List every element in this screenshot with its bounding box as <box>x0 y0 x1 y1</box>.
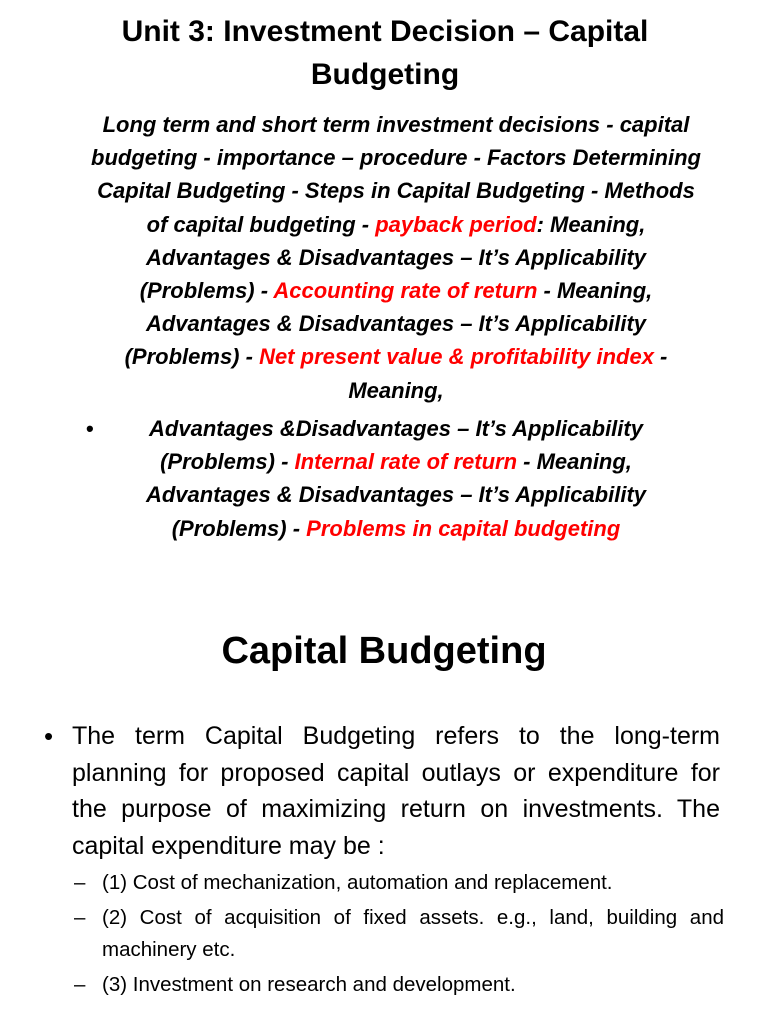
list-item-text: (1) Cost of mechanization, automation and replacement. <box>102 871 613 894</box>
syllabus-text-4: - Meaning, <box>348 344 668 403</box>
section-title: Capital Budgeting <box>221 630 547 672</box>
dash-icon: – <box>74 973 86 996</box>
syllabus-paragraph <box>86 108 706 407</box>
syllabus-text-3: - Meaning, Advantages & Disadvantages – It’s Applicability (Problems) - <box>124 278 653 370</box>
intro-text: The term Capital Budgeting refers to the long-term planning for proposed capital outlays or expenditure for the purpose of maximizing return on investments. The capital expenditure may be : <box>72 722 720 860</box>
list-item-text: (2) Cost of acquisition of fixed assets. e.g., land, building and machinery etc. <box>102 906 724 961</box>
syllabus-topic-payback: payback period <box>375 211 537 237</box>
syllabus-topic-npv: Net present value & profitability index <box>259 344 654 370</box>
list-item <box>74 969 724 1001</box>
list-item-text: (3) Investment on research and development. <box>102 973 516 996</box>
syllabus-topic-arr: Accounting rate of return <box>273 278 538 304</box>
intro-bullet <box>44 718 724 864</box>
list-item <box>74 867 724 899</box>
unit-title: Unit 3: Investment Decision – Capital Budgeting <box>121 15 649 91</box>
bullet-icon: • <box>86 416 94 441</box>
expenditure-list <box>74 867 724 1004</box>
syllabus-topic-problems: Problems in capital budgeting <box>306 515 621 541</box>
dash-icon: – <box>74 906 86 929</box>
dash-icon: – <box>74 871 86 894</box>
syllabus-text-1: Long term and short term investment decisions - capital budgeting - importance – procedure - Factors Determining Capital Budgeting - Steps in Capital Budgeting - Methods of capital budgeting - <box>91 112 701 237</box>
list-item <box>74 902 724 966</box>
syllabus-bullet-text <box>116 412 676 545</box>
bullet-text-1: Advantages &Disadvantages – It’s Applicability (Problems) - <box>149 416 643 475</box>
syllabus-bullet <box>86 412 706 545</box>
bullet-icon: • <box>44 721 54 751</box>
bullet-text-2: - Meaning, Advantages & Disadvantages – It’s Applicability (Problems) - <box>145 449 647 541</box>
syllabus-text-2: : Meaning, Advantages & Disadvantages – It’s Applicability (Problems) - <box>139 211 647 304</box>
syllabus-topic-irr: Internal rate of return <box>294 449 518 475</box>
